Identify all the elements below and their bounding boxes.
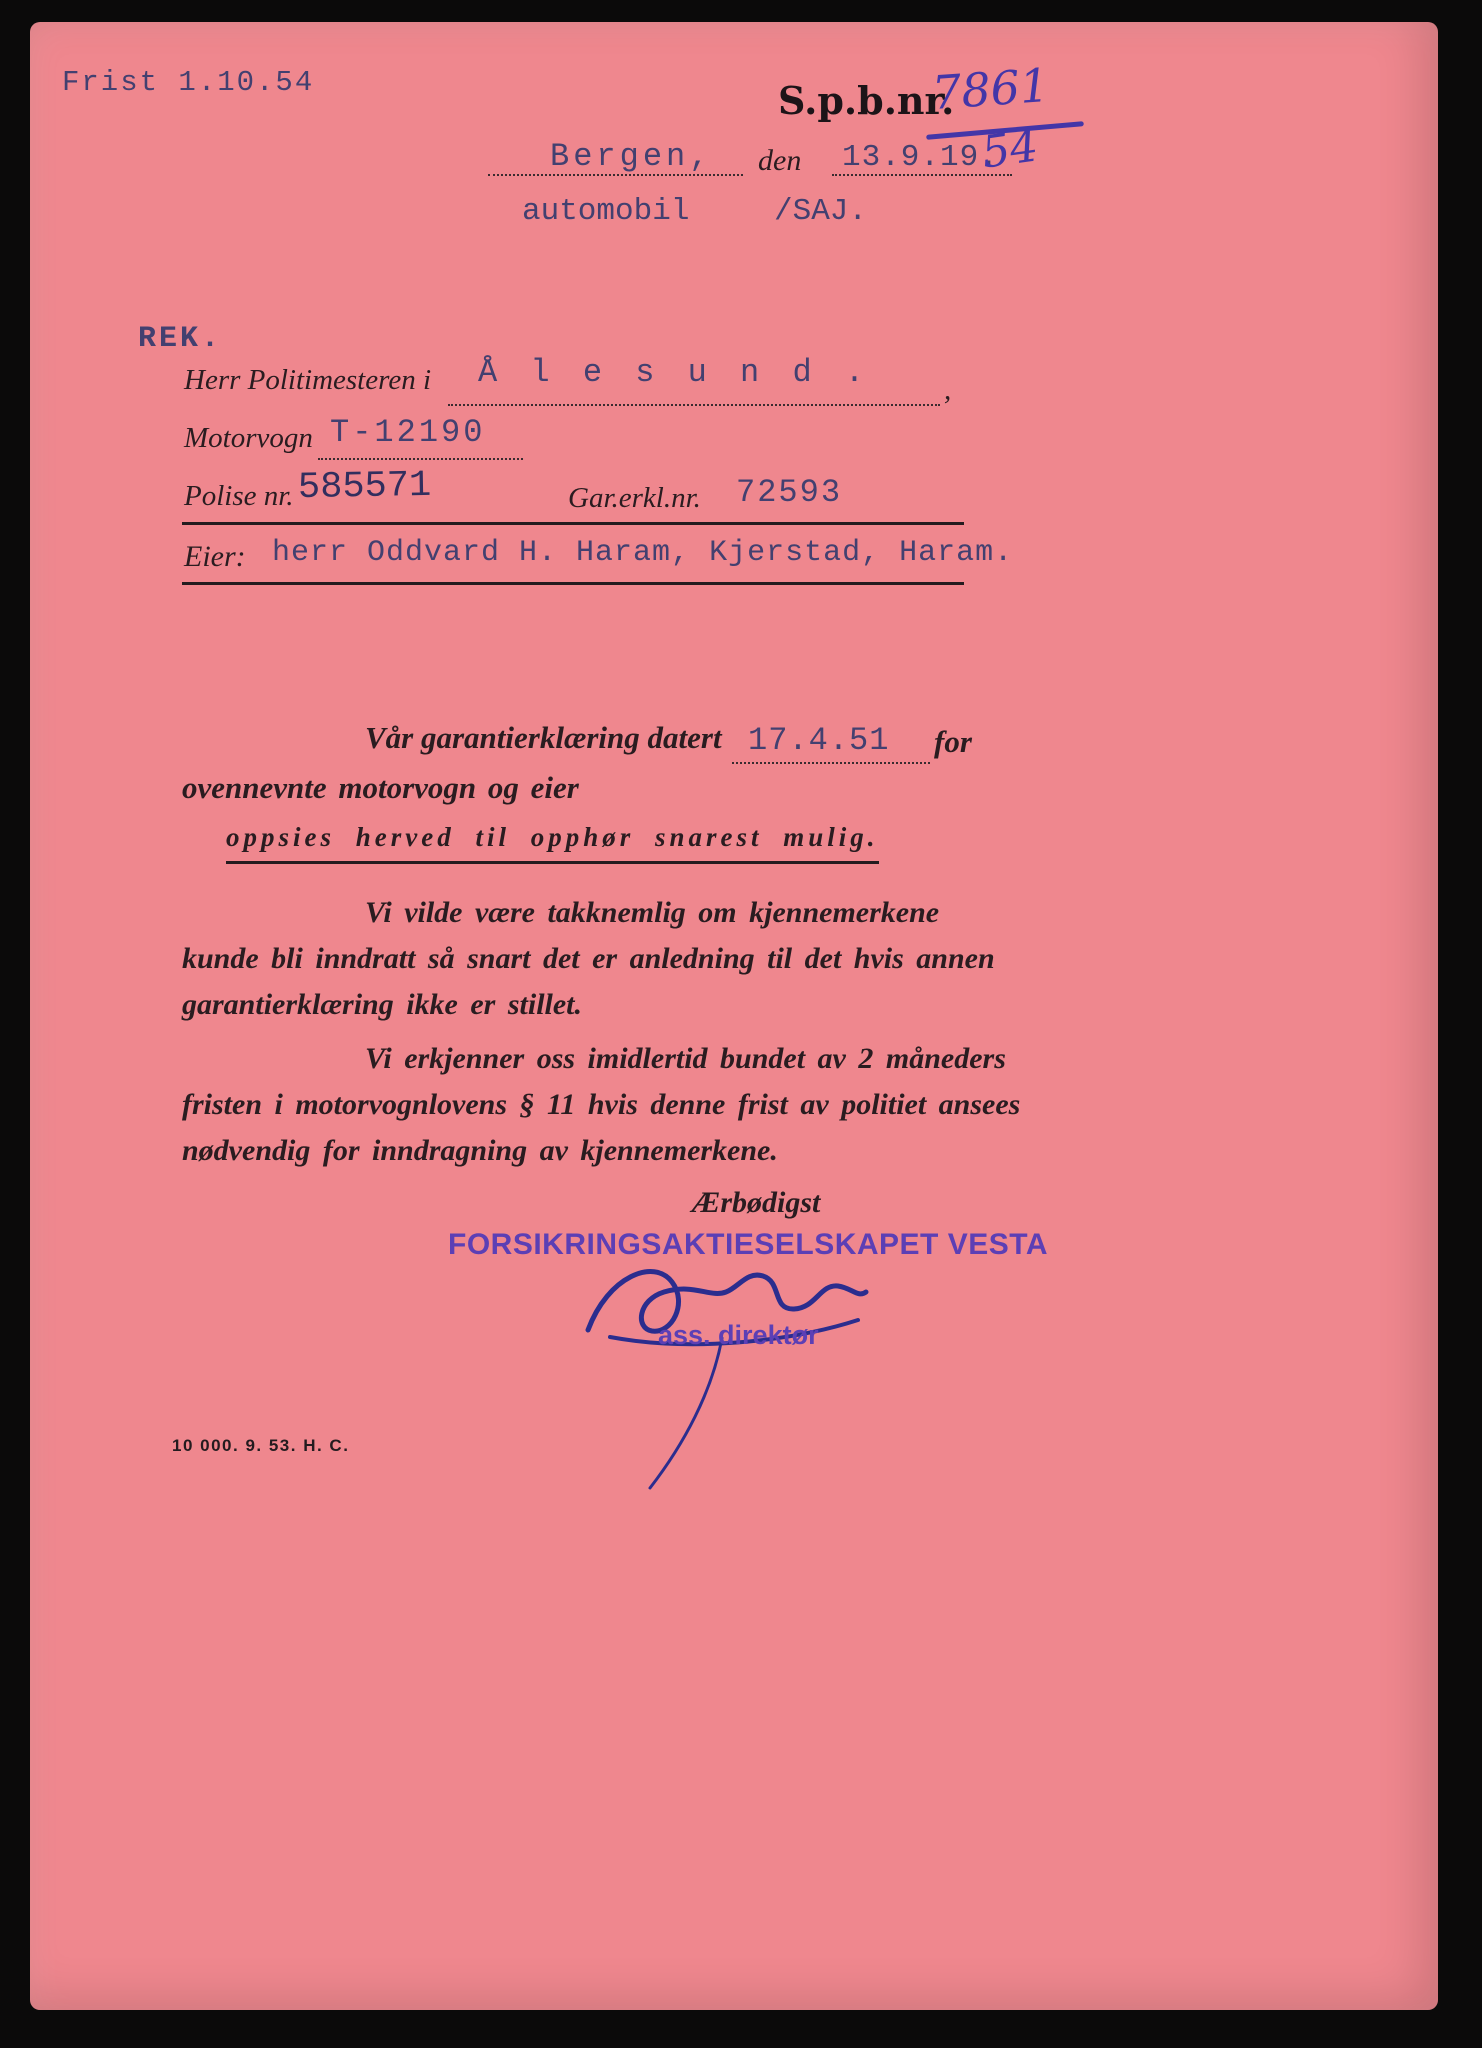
reference-initials: /SAJ.: [774, 194, 868, 229]
city-value: Bergen,: [550, 138, 713, 175]
addressee-trailing-comma: ,: [944, 374, 952, 406]
letter-page: [30, 22, 1438, 2010]
deadline-note: Frist 1.10.54: [62, 66, 315, 99]
department-label: automobil: [522, 194, 690, 229]
paragraph2-line2: fristen i motorvognlovens § 11 hvis denne frist av politiet ansees: [182, 1088, 1021, 1121]
motorvogn-dotted-line: [318, 458, 523, 460]
rek-stamp: REK.: [138, 322, 223, 356]
guarantee-date-value: 17.4.51: [748, 722, 890, 759]
addressee-value: Å l e s u n d .: [478, 354, 872, 391]
addressee-label: Herr Politimesteren i: [184, 364, 431, 396]
eier-label: Eier:: [184, 540, 246, 573]
paragraph1-line3: garantierklæring ikke er stillet.: [182, 988, 583, 1021]
guarantee-for-label: for: [934, 724, 972, 759]
eier-value: herr Oddvard H. Haram, Kjerstad, Haram.: [272, 536, 1014, 570]
guarantee-date-dotted-line: [732, 762, 930, 764]
polise-value: 585571: [297, 464, 432, 510]
addressee-dotted-line: [448, 404, 940, 406]
motorvogn-label: Motorvogn: [184, 422, 313, 454]
paragraph1-line1: Vi vilde være takknemlig om kjennemerkene: [365, 896, 940, 929]
date-handwritten: 54: [978, 120, 1042, 179]
print-code: 10 000. 9. 53. H. C.: [172, 1436, 350, 1455]
signer-title: ass. direktør: [658, 1320, 819, 1350]
den-label: den: [758, 144, 802, 177]
spb-number-label: S.p.b.nr.: [778, 78, 955, 123]
company-name: FORSIKRINGSAKTIESELSKAPET VESTA: [448, 1228, 1049, 1261]
motorvogn-value: T-12190: [330, 414, 486, 451]
paragraph2-line3: nødvendig for inndragning av kjennemerkene.: [182, 1134, 778, 1167]
guarantee-line2: ovennevnte motorvogn og eier: [182, 770, 579, 805]
date-typed: 13.9.19.: [842, 140, 999, 175]
paragraph2-line1: Vi erkjenner oss imidlertid bundet av 2 måneders: [365, 1042, 1006, 1075]
eier-row-rule: [182, 582, 964, 585]
valediction: Ærbødigst: [692, 1186, 821, 1219]
polise-row-rule: [182, 522, 964, 525]
termination-statement: oppsies herved til opphør snarest mulig.: [226, 822, 879, 864]
signature: [460, 1234, 890, 1514]
spb-number-value: 7861: [930, 57, 1051, 121]
polise-label: Polise nr.: [184, 480, 294, 512]
gar-erkl-label: Gar.erkl.nr.: [568, 482, 701, 514]
gar-erkl-value: 72593: [736, 474, 843, 511]
guarantee-dated-label: Vår garantierklæring datert: [365, 720, 722, 755]
paragraph1-line2: kunde bli inndratt så snart det er anledning til det hvis annen: [182, 942, 995, 975]
